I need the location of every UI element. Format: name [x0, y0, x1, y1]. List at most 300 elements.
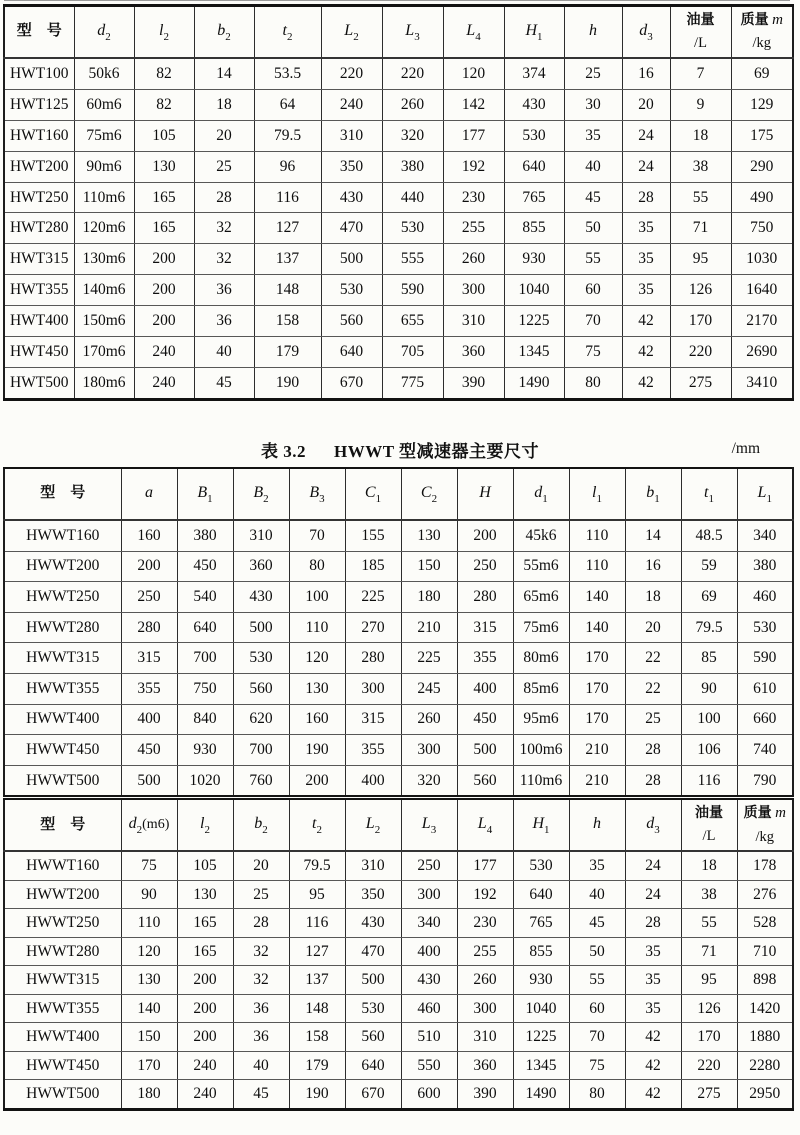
value-cell: 35 — [622, 275, 670, 306]
value-cell: 64 — [254, 89, 321, 120]
column-header — [457, 468, 513, 520]
value-cell: 130 — [177, 880, 233, 909]
value-cell: 276 — [737, 880, 793, 909]
value-cell: 127 — [289, 937, 345, 966]
model-cell: HWWT400 — [4, 1023, 121, 1052]
value-cell: 200 — [177, 966, 233, 995]
value-cell: 170m6 — [74, 337, 134, 368]
value-cell: 355 — [345, 735, 401, 766]
var-symbol: L — [405, 21, 415, 39]
oil-label: 油量 — [695, 806, 723, 822]
value-cell: 360 — [443, 337, 504, 368]
value-cell: 470 — [345, 937, 401, 966]
value-cell: 750 — [177, 673, 233, 704]
value-cell: 640 — [504, 151, 564, 182]
column-header — [401, 468, 457, 520]
value-cell: 36 — [233, 994, 289, 1023]
var-symbol: L — [344, 21, 354, 39]
table-row — [4, 520, 793, 551]
var-subscript: 2 — [163, 30, 169, 43]
value-cell: 80 — [564, 367, 622, 399]
unit-label: /mm — [731, 440, 760, 457]
var-subscript: 4 — [486, 824, 493, 837]
value-cell: 660 — [737, 704, 793, 735]
value-cell: 855 — [513, 937, 569, 966]
var-symbol: L — [421, 814, 431, 832]
value-cell: 18 — [681, 851, 737, 880]
var-symbol: L — [365, 814, 375, 832]
value-cell: 200 — [121, 551, 177, 582]
var-symbol: H — [479, 483, 491, 501]
oil-quantity-column-header — [670, 6, 731, 59]
value-cell: 127 — [254, 213, 321, 244]
table-row — [4, 244, 793, 275]
column-header — [681, 468, 737, 520]
value-cell: 120m6 — [74, 213, 134, 244]
value-cell: 300 — [443, 275, 504, 306]
value-cell: 280 — [121, 612, 177, 643]
column-header — [504, 6, 564, 59]
table-row — [4, 909, 793, 938]
value-cell: 16 — [625, 551, 681, 582]
column-header — [569, 798, 625, 852]
value-cell: 140m6 — [74, 275, 134, 306]
value-cell: 400 — [401, 937, 457, 966]
value-cell: 32 — [233, 937, 289, 966]
mass-unit: /kg — [752, 35, 772, 52]
var-subscript: 2 — [263, 492, 269, 505]
value-cell: 315 — [121, 643, 177, 674]
var-suffix: (m6) — [142, 816, 170, 832]
value-cell: 28 — [625, 735, 681, 766]
value-cell: 2280 — [737, 1051, 793, 1080]
var-symbol: d — [97, 21, 106, 39]
value-cell: 165 — [134, 182, 194, 213]
value-cell: 106 — [681, 735, 737, 766]
value-cell: 530 — [345, 994, 401, 1023]
var-subscript: 3 — [430, 824, 437, 837]
value-cell: 42 — [622, 306, 670, 337]
table-row — [4, 1080, 793, 1110]
value-cell: 105 — [177, 851, 233, 880]
value-cell: 460 — [737, 582, 793, 613]
value-cell: 930 — [504, 244, 564, 275]
value-cell: 560 — [321, 306, 382, 337]
var-subscript: 4 — [475, 30, 481, 43]
header-row — [4, 798, 793, 852]
value-cell: 116 — [254, 182, 321, 213]
value-cell: 220 — [681, 1051, 737, 1080]
model-cell: HWWT200 — [4, 551, 121, 582]
value-cell: 220 — [670, 337, 731, 368]
var-symbol: L — [466, 21, 476, 39]
value-cell: 142 — [443, 89, 504, 120]
value-cell: 165 — [177, 937, 233, 966]
value-cell: 110m6 — [74, 182, 134, 213]
var-subscript: 1 — [207, 492, 213, 505]
value-cell: 210 — [569, 765, 625, 798]
value-cell: 105 — [134, 120, 194, 151]
value-cell: 18 — [625, 582, 681, 613]
column-header — [233, 798, 289, 852]
value-cell: 38 — [670, 151, 731, 182]
value-cell: 150m6 — [74, 306, 134, 337]
value-cell: 69 — [681, 582, 737, 613]
value-cell: 2950 — [737, 1080, 793, 1110]
value-cell: 7 — [670, 58, 731, 89]
value-cell: 48.5 — [681, 520, 737, 551]
value-cell: 240 — [177, 1051, 233, 1080]
value-cell: 28 — [625, 909, 681, 938]
model-cell: HWWT500 — [4, 1080, 121, 1110]
value-cell: 32 — [194, 244, 254, 275]
value-cell: 158 — [289, 1023, 345, 1052]
value-cell: 290 — [731, 151, 793, 182]
value-cell: 1225 — [504, 306, 564, 337]
value-cell: 400 — [457, 673, 513, 704]
column-header — [625, 468, 681, 520]
column-header — [74, 6, 134, 59]
value-cell: 430 — [504, 89, 564, 120]
value-cell: 130 — [289, 673, 345, 704]
value-cell: 50 — [564, 213, 622, 244]
value-cell: 374 — [504, 58, 564, 89]
value-cell: 25 — [194, 151, 254, 182]
value-cell: 45 — [564, 182, 622, 213]
column-header — [345, 468, 401, 520]
hwwt-dimensions-table — [3, 467, 794, 1111]
value-cell: 70 — [289, 520, 345, 551]
value-cell: 192 — [443, 151, 504, 182]
var-symbol: H — [532, 814, 545, 832]
value-cell: 2690 — [731, 337, 793, 368]
var-subscript: 3 — [647, 30, 653, 43]
value-cell: 530 — [321, 275, 382, 306]
value-cell: 200 — [134, 244, 194, 275]
value-cell: 310 — [321, 120, 382, 151]
value-cell: 126 — [670, 275, 731, 306]
value-cell: 45k6 — [513, 520, 569, 551]
value-cell: 55 — [569, 966, 625, 995]
value-cell: 200 — [177, 1023, 233, 1052]
value-cell: 200 — [134, 275, 194, 306]
table-title: HWWT 型减速器主要尺寸 — [333, 442, 539, 461]
value-cell: 230 — [457, 909, 513, 938]
value-cell: 380 — [177, 520, 233, 551]
model-cell: HWT450 — [4, 337, 74, 368]
var-symbol: d — [534, 483, 543, 501]
value-cell: 120 — [121, 937, 177, 966]
value-cell: 1040 — [513, 994, 569, 1023]
column-header — [177, 798, 233, 852]
value-cell: 179 — [254, 337, 321, 368]
value-cell: 765 — [513, 909, 569, 938]
model-cell: HWWT160 — [4, 520, 121, 551]
value-cell: 148 — [289, 994, 345, 1023]
value-cell: 148 — [254, 275, 321, 306]
value-cell: 1345 — [513, 1051, 569, 1080]
value-cell: 179 — [289, 1051, 345, 1080]
value-cell: 640 — [321, 337, 382, 368]
value-cell: 300 — [457, 994, 513, 1023]
value-cell: 225 — [401, 643, 457, 674]
table-row — [4, 994, 793, 1023]
value-cell: 1420 — [737, 994, 793, 1023]
value-cell: 40 — [569, 880, 625, 909]
mass-text: 质量 — [743, 806, 776, 822]
value-cell: 160 — [121, 520, 177, 551]
value-cell: 85m6 — [513, 673, 569, 704]
value-cell: 1490 — [504, 367, 564, 399]
column-header — [233, 468, 289, 520]
model-cell: HWT125 — [4, 89, 74, 120]
column-header — [254, 6, 321, 59]
var-symbol: l — [200, 814, 205, 832]
value-cell: 180m6 — [74, 367, 134, 399]
value-cell: 155 — [345, 520, 401, 551]
value-cell: 590 — [737, 643, 793, 674]
value-cell: 75 — [564, 337, 622, 368]
value-cell: 14 — [194, 58, 254, 89]
value-cell: 35 — [625, 994, 681, 1023]
value-cell: 400 — [121, 704, 177, 735]
value-cell: 530 — [504, 120, 564, 151]
value-cell: 28 — [622, 182, 670, 213]
column-header — [443, 6, 504, 59]
value-cell: 137 — [254, 244, 321, 275]
value-cell: 95m6 — [513, 704, 569, 735]
value-cell: 640 — [513, 880, 569, 909]
value-cell: 137 — [289, 966, 345, 995]
column-header — [513, 798, 569, 852]
value-cell: 260 — [443, 244, 504, 275]
value-cell: 1345 — [504, 337, 564, 368]
value-cell: 705 — [382, 337, 443, 368]
value-cell: 240 — [321, 89, 382, 120]
model-cell: HWT355 — [4, 275, 74, 306]
value-cell: 18 — [194, 89, 254, 120]
value-cell: 300 — [345, 673, 401, 704]
mass-column-header — [731, 6, 793, 59]
value-cell: 170 — [569, 704, 625, 735]
table-caption — [0, 437, 800, 462]
model-cell: HWWT450 — [4, 1051, 121, 1080]
column-header — [289, 798, 345, 852]
model-cell: HWT400 — [4, 306, 74, 337]
column-header — [177, 468, 233, 520]
value-cell: 90 — [121, 880, 177, 909]
var-symbol: h — [589, 21, 597, 39]
value-cell: 165 — [134, 213, 194, 244]
var-subscript: 3 — [414, 30, 420, 43]
value-cell: 36 — [194, 275, 254, 306]
model-cell: HWWT400 — [4, 704, 121, 735]
value-cell: 380 — [382, 151, 443, 182]
value-cell: 360 — [233, 551, 289, 582]
value-cell: 320 — [401, 765, 457, 798]
value-cell: 500 — [121, 765, 177, 798]
table-row — [4, 1051, 793, 1080]
value-cell: 200 — [457, 520, 513, 551]
value-cell: 20 — [625, 612, 681, 643]
model-cell: HWWT450 — [4, 735, 121, 766]
value-cell: 700 — [177, 643, 233, 674]
model-cell: HWT500 — [4, 367, 74, 399]
value-cell: 500 — [321, 244, 382, 275]
value-cell: 24 — [625, 880, 681, 909]
value-cell: 655 — [382, 306, 443, 337]
value-cell: 18 — [670, 120, 731, 151]
value-cell: 40 — [564, 151, 622, 182]
value-cell: 90m6 — [74, 151, 134, 182]
value-cell: 440 — [382, 182, 443, 213]
value-cell: 460 — [401, 994, 457, 1023]
value-cell: 275 — [681, 1080, 737, 1110]
value-cell: 140 — [569, 612, 625, 643]
model-cell: HWT280 — [4, 213, 74, 244]
value-cell: 898 — [737, 966, 793, 995]
value-cell: 53.5 — [254, 58, 321, 89]
value-cell: 555 — [382, 244, 443, 275]
value-cell: 32 — [194, 213, 254, 244]
value-cell: 320 — [382, 120, 443, 151]
value-cell: 275 — [670, 367, 731, 399]
value-cell: 35 — [622, 244, 670, 275]
value-cell: 185 — [345, 551, 401, 582]
value-cell: 60 — [564, 275, 622, 306]
var-symbol: L — [477, 814, 487, 832]
var-symbol: b — [254, 814, 263, 832]
value-cell: 300 — [401, 880, 457, 909]
value-cell: 1225 — [513, 1023, 569, 1052]
table-row — [4, 367, 793, 399]
value-cell: 60m6 — [74, 89, 134, 120]
var-subscript: 2 — [225, 30, 231, 43]
table-row — [4, 643, 793, 674]
value-cell: 110 — [289, 612, 345, 643]
value-cell: 360 — [457, 1051, 513, 1080]
var-subscript: 3 — [654, 824, 660, 837]
value-cell: 350 — [321, 151, 382, 182]
value-cell: 190 — [289, 735, 345, 766]
column-header — [321, 6, 382, 59]
value-cell: 270 — [345, 612, 401, 643]
model-column-header: 型 号 — [4, 6, 74, 59]
var-symbol: t — [312, 814, 317, 832]
var-subscript: 2 — [136, 824, 143, 837]
value-cell: 25 — [625, 704, 681, 735]
var-symbol: C — [420, 483, 432, 501]
value-cell: 100 — [289, 582, 345, 613]
value-cell: 280 — [345, 643, 401, 674]
value-cell: 430 — [321, 182, 382, 213]
table-row — [4, 765, 793, 798]
value-cell: 71 — [670, 213, 731, 244]
model-cell: HWT100 — [4, 58, 74, 89]
value-cell: 110 — [569, 551, 625, 582]
value-cell: 177 — [457, 851, 513, 880]
var-symbol: B — [253, 483, 264, 501]
value-cell: 300 — [401, 735, 457, 766]
value-cell: 130m6 — [74, 244, 134, 275]
table-row — [4, 582, 793, 613]
value-cell: 20 — [194, 120, 254, 151]
value-cell: 75m6 — [513, 612, 569, 643]
value-cell: 175 — [731, 120, 793, 151]
var-symbol: H — [525, 21, 538, 39]
column-header — [564, 6, 622, 59]
value-cell: 930 — [513, 966, 569, 995]
column-header — [345, 798, 401, 852]
hwt-table-body — [4, 6, 793, 400]
value-cell: 180 — [401, 582, 457, 613]
model-cell: HWT160 — [4, 120, 74, 151]
value-cell: 390 — [443, 367, 504, 399]
value-cell: 80 — [569, 1080, 625, 1110]
value-cell: 55 — [670, 182, 731, 213]
value-cell: 250 — [457, 551, 513, 582]
value-cell: 42 — [622, 367, 670, 399]
model-column-header: 型 号 — [4, 798, 121, 852]
table-row — [4, 937, 793, 966]
value-cell: 640 — [345, 1051, 401, 1080]
value-cell: 140 — [569, 582, 625, 613]
value-cell: 96 — [254, 151, 321, 182]
var-symbol: d — [639, 21, 648, 39]
value-cell: 85 — [681, 643, 737, 674]
value-cell: 310 — [457, 1023, 513, 1052]
value-cell: 9 — [670, 89, 731, 120]
value-cell: 150 — [401, 551, 457, 582]
value-cell: 40 — [233, 1051, 289, 1080]
value-cell: 80 — [289, 551, 345, 582]
value-cell: 240 — [134, 367, 194, 399]
value-cell: 2170 — [731, 306, 793, 337]
var-subscript: 1 — [596, 492, 602, 505]
value-cell: 158 — [254, 306, 321, 337]
value-cell: 430 — [233, 582, 289, 613]
value-cell: 65m6 — [513, 582, 569, 613]
column-header — [194, 6, 254, 59]
column-header — [121, 798, 177, 852]
value-cell: 500 — [457, 735, 513, 766]
value-cell: 22 — [625, 643, 681, 674]
oil-unit: /L — [694, 34, 707, 51]
value-cell: 20 — [622, 89, 670, 120]
table-row — [4, 213, 793, 244]
table-row — [4, 551, 793, 582]
value-cell: 28 — [194, 182, 254, 213]
value-cell: 530 — [382, 213, 443, 244]
value-cell: 640 — [177, 612, 233, 643]
value-cell: 110 — [121, 909, 177, 938]
value-cell: 280 — [457, 582, 513, 613]
value-cell: 700 — [233, 735, 289, 766]
value-cell: 69 — [731, 58, 793, 89]
value-cell: 82 — [134, 58, 194, 89]
value-cell: 82 — [134, 89, 194, 120]
value-cell: 35 — [622, 213, 670, 244]
var-subscript: 2 — [204, 824, 210, 837]
var-symbol: t — [282, 21, 287, 39]
value-cell: 670 — [321, 367, 382, 399]
var-subscript: 2 — [374, 824, 381, 837]
mass-symbol: m — [775, 805, 786, 822]
value-cell: 255 — [443, 213, 504, 244]
value-cell: 22 — [625, 673, 681, 704]
mass-unit: /kg — [755, 828, 775, 845]
value-cell: 36 — [233, 1023, 289, 1052]
